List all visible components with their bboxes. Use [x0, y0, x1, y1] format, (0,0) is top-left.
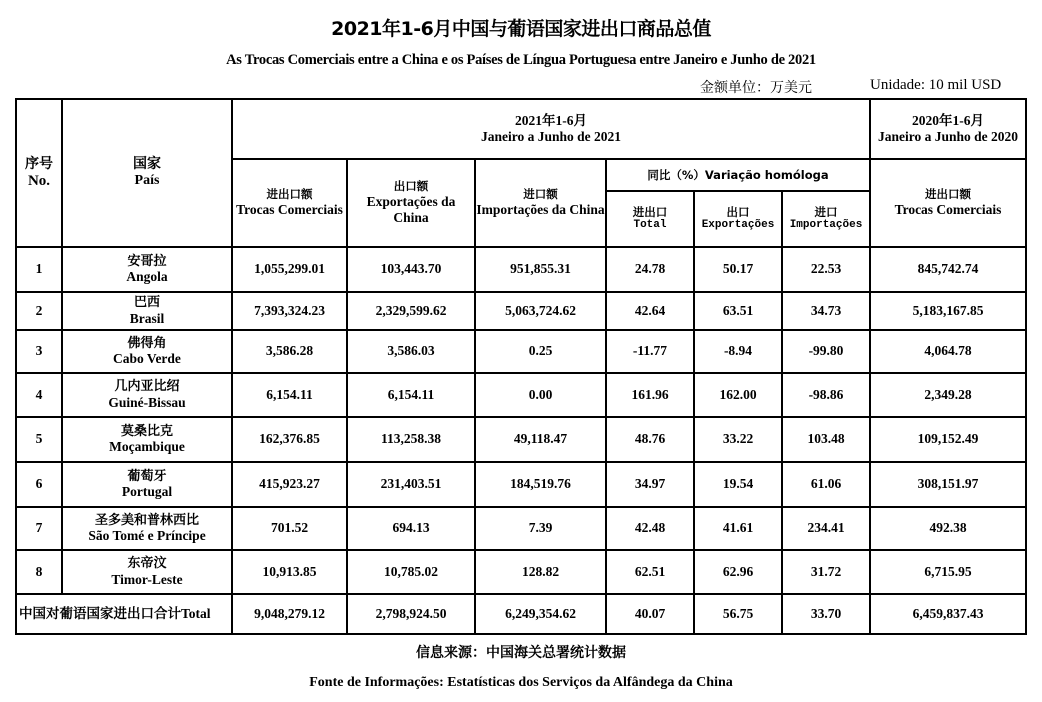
cell-trade-2020: 492.38	[870, 507, 1026, 550]
header-exports: 出口额 Exportações da China	[347, 159, 475, 247]
cell-exports: 694.13	[347, 507, 475, 550]
cell-trade: 10,913.85	[232, 550, 347, 594]
table-row	[16, 507, 1026, 550]
cell-trade: 3,586.28	[232, 330, 347, 373]
cell-exports: 103,443.70	[347, 247, 475, 292]
table-row	[16, 330, 1026, 373]
country-name-cn: 几内亚比绍	[114, 379, 180, 395]
total-row	[16, 594, 1026, 634]
row-number: 6	[16, 462, 62, 507]
country-cell	[62, 373, 232, 417]
country-cell	[62, 417, 232, 462]
cell-yoy-imports: 34.73	[782, 292, 870, 330]
cell-trade: 415,923.27	[232, 462, 347, 507]
cell-yoy-exports: -8.94	[694, 330, 782, 373]
country-name-cn: 圣多美和普林西比	[94, 512, 199, 528]
row-number: 3	[16, 330, 62, 373]
cell-yoy-total: 161.96	[606, 373, 694, 417]
header-trade-2020: 进出口额 Trocas Comerciais	[870, 159, 1026, 247]
total-exports: 2,798,924.50	[347, 594, 475, 634]
country-cell	[62, 247, 232, 292]
cell-yoy-exports: 62.96	[694, 550, 782, 594]
total-trade: 9,048,279.12	[232, 594, 347, 634]
cell-trade-2020: 308,151.97	[870, 462, 1026, 507]
cell-yoy-imports: -98.86	[782, 373, 870, 417]
header-country: 国家 País	[62, 99, 232, 247]
cell-yoy-exports: 50.17	[694, 247, 782, 292]
cell-trade-2020: 2,349.28	[870, 373, 1026, 417]
cell-exports: 3,586.03	[347, 330, 475, 373]
cell-yoy-exports: 162.00	[694, 373, 782, 417]
row-number: 7	[16, 507, 62, 550]
header-yoy: 同比（%）Variação homóloga	[606, 159, 870, 191]
row-number: 8	[16, 550, 62, 594]
source-note-pt: Fonte de Informações: Estatísticas dos Serviços da Alfândega da China	[309, 675, 733, 690]
cell-yoy-exports: 63.51	[694, 292, 782, 330]
cell-yoy-imports: 234.41	[782, 507, 870, 550]
total-yoy-total: 40.07	[606, 594, 694, 634]
cell-yoy-total: 48.76	[606, 417, 694, 462]
cell-trade-2020: 109,152.49	[870, 417, 1026, 462]
country-name-cn: 巴西	[133, 295, 160, 311]
cell-trade-2020: 845,742.74	[870, 247, 1026, 292]
row-number: 4	[16, 373, 62, 417]
country-name-cn: 安哥拉	[127, 253, 167, 269]
country-name-cn: 东帝汶	[127, 556, 167, 572]
total-label: 中国对葡语国家进出口合计Total	[16, 594, 232, 634]
cell-trade: 7,393,324.23	[232, 292, 347, 330]
cell-imports: 5,063,724.62	[475, 292, 606, 330]
country-name-pt: Moçambique	[109, 439, 185, 455]
cell-yoy-exports: 33.22	[694, 417, 782, 462]
cell-yoy-exports: 19.54	[694, 462, 782, 507]
total-imports: 6,249,354.62	[475, 594, 606, 634]
country-cell	[62, 462, 232, 507]
header-imports: 进口额 Importações da China	[475, 159, 606, 247]
cell-trade-2020: 6,715.95	[870, 550, 1026, 594]
row-number: 5	[16, 417, 62, 462]
cell-yoy-total: 42.64	[606, 292, 694, 330]
cell-trade: 6,154.11	[232, 373, 347, 417]
page-subtitle: As Trocas Comerciais entre a China e os Países de Língua Portuguesa entre Janeiro e Junho de 2021	[226, 52, 816, 68]
row-number: 2	[16, 292, 62, 330]
country-name-pt: Brasil	[129, 310, 165, 326]
country-cell	[62, 292, 232, 330]
country-name-pt: Timor-Leste	[111, 571, 183, 587]
cell-trade: 1,055,299.01	[232, 247, 347, 292]
table-row	[16, 247, 1026, 292]
cell-exports: 2,329,599.62	[347, 292, 475, 330]
cell-imports: 0.25	[475, 330, 606, 373]
page-title: 2021年1-6月中国与葡语国家进出口商品总值	[331, 18, 711, 40]
header-period-2020: 2020年1-6月 Janeiro a Junho de 2020	[870, 99, 1026, 159]
country-name-pt: Guiné-Bissau	[108, 394, 186, 410]
cell-exports: 231,403.51	[347, 462, 475, 507]
cell-yoy-total: 24.78	[606, 247, 694, 292]
cell-yoy-imports: 103.48	[782, 417, 870, 462]
cell-yoy-total: -11.77	[606, 330, 694, 373]
cell-yoy-total: 42.48	[606, 507, 694, 550]
country-name-cn: 莫桑比克	[120, 423, 173, 439]
cell-exports: 113,258.38	[347, 417, 475, 462]
header-yoy-imports: 进口 Importações	[782, 191, 870, 247]
country-name-pt: São Tomé e Príncipe	[88, 528, 206, 544]
table-row	[16, 373, 1026, 417]
cell-yoy-total: 34.97	[606, 462, 694, 507]
cell-yoy-imports: 61.06	[782, 462, 870, 507]
cell-imports: 184,519.76	[475, 462, 606, 507]
cell-exports: 10,785.02	[347, 550, 475, 594]
country-name-cn: 葡萄牙	[127, 468, 167, 484]
country-name-pt: Angola	[126, 269, 168, 285]
header-no: 序号 No.	[16, 99, 62, 247]
country-cell	[62, 507, 232, 550]
cell-imports: 128.82	[475, 550, 606, 594]
cell-trade: 162,376.85	[232, 417, 347, 462]
country-name-pt: Portugal	[121, 484, 173, 500]
source-note-cn: 信息来源：中国海关总署统计数据	[416, 645, 626, 661]
cell-imports: 951,855.31	[475, 247, 606, 292]
unit-label-cn: 金额单位：万美元	[700, 80, 812, 96]
header-yoy-total: 进出口 Total	[606, 191, 694, 247]
country-name-pt: Cabo Verde	[113, 351, 181, 367]
cell-yoy-imports: -99.80	[782, 330, 870, 373]
country-name-cn: 佛得角	[127, 335, 167, 351]
total-yoy-exports: 56.75	[694, 594, 782, 634]
cell-yoy-imports: 22.53	[782, 247, 870, 292]
cell-trade-2020: 5,183,167.85	[870, 292, 1026, 330]
cell-trade: 701.52	[232, 507, 347, 550]
header-period-2021: 2021年1-6月 Janeiro a Junho de 2021	[232, 99, 870, 159]
country-cell	[62, 550, 232, 594]
cell-imports: 0.00	[475, 373, 606, 417]
cell-exports: 6,154.11	[347, 373, 475, 417]
country-cell	[62, 330, 232, 373]
cell-yoy-imports: 31.72	[782, 550, 870, 594]
row-number: 1	[16, 247, 62, 292]
total-yoy-imports: 33.70	[782, 594, 870, 634]
table-row	[16, 462, 1026, 507]
table-row	[16, 550, 1026, 594]
total-trade-2020: 6,459,837.43	[870, 594, 1026, 634]
header-yoy-exports: 出口 Exportações	[694, 191, 782, 247]
cell-trade-2020: 4,064.78	[870, 330, 1026, 373]
unit-label-pt: Unidade: 10 mil USD	[870, 77, 1002, 93]
table-row	[16, 292, 1026, 330]
trade-table	[15, 98, 1027, 635]
cell-yoy-exports: 41.61	[694, 507, 782, 550]
cell-imports: 7.39	[475, 507, 606, 550]
cell-imports: 49,118.47	[475, 417, 606, 462]
header-trade: 进出口额 Trocas Comerciais	[232, 159, 347, 247]
cell-yoy-total: 62.51	[606, 550, 694, 594]
table-row	[16, 417, 1026, 462]
